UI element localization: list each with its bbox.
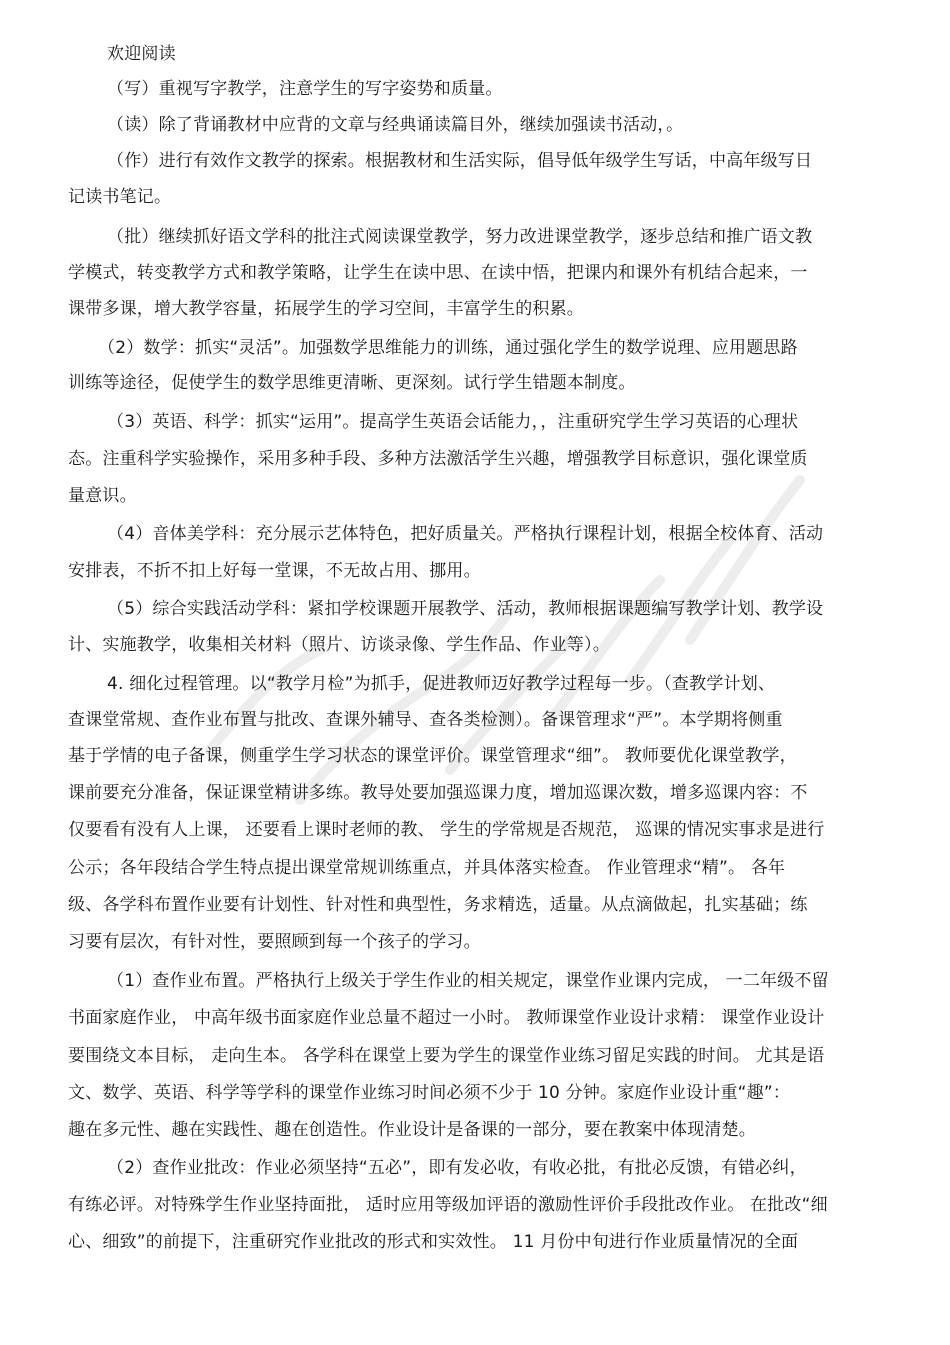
paragraph-line: （作）进行有效作文教学的探索。根据教材和生活实际，倡导低年级学生写话，中高年级写日 — [107, 151, 813, 171]
paragraph-line: （5）综合实践活动学科：紧扣学校课题开展教学、活动，教师根据课题编写教学计划、教学设 — [107, 599, 824, 619]
watermark — [190, 420, 830, 840]
paragraph-line: 习要有层次，有针对性，要照顾到每一个孩子的学习。 — [68, 932, 481, 952]
page-header: 欢迎阅读 — [107, 44, 176, 64]
paragraph-line: 学模式，转变教学方式和教学策略，让学生在读中思、在读中悟，把课内和课外有机结合起来，一 — [68, 263, 808, 283]
paragraph-line: （批）继续抓好语文学科的批注式阅读课堂教学，努力改进课堂教学，逐步总结和推广语文教 — [107, 227, 813, 247]
paragraph-line: （写）重视写字教学，注意学生的写字姿势和质量。 — [107, 79, 503, 99]
paragraph-line: 查课堂常规、查作业布置与批改、查课外辅导、查各类检测）。备课管理求“严”。本学期将侧重 — [68, 710, 783, 730]
paragraph-line: （2）查作业批改：作业必须坚持“五必”，即有发必收，有收必批，有批必反馈，有错必纠， — [107, 1158, 807, 1178]
paragraph-line: 课前要充分准备，保证课堂精讲多练。教导处要加强巡课力度，增加巡课次数，增多巡课内容：不 — [68, 783, 808, 803]
paragraph-line: 趣在多元性、趣在实践性、趣在创造性。作业设计是备课的一部分，要在教案中体现清楚。 — [68, 1120, 756, 1140]
paragraph-line: 态。注重科学实验操作，采用多种手段、多种方法激活学生兴趣，增强教学目标意识，强化课堂质 — [68, 449, 808, 469]
paragraph-line: 计、实施教学，收集相关材料（照片、访谈录像、学生作品、作业等）。 — [68, 635, 610, 655]
paragraph-line: 公示；各年段结合学生特点提出课堂常规训练重点，并具体落实检查。 作业管理求“精”。 各年 — [68, 858, 786, 878]
paragraph-line: 训练等途径，促使学生的数学思维更清晰、更深刻。试行学生错题本制度。 — [68, 373, 636, 393]
paragraph-line: 记读书笔记。 — [68, 187, 172, 207]
paragraph-line: 书面家庭作业， 中高年级书面家庭作业总量不超过一小时。 教师课堂作业设计求精： 课堂作业设计 — [68, 1008, 825, 1028]
paragraph-line: 级、各学科布置作业要有计划性、针对性和典型性，务求精选，适量。从点滴做起，扎实基础；练 — [68, 895, 808, 915]
paragraph-line: 课带多课，增大教学容量，拓展学生的学习空间，丰富学生的积累。 — [68, 299, 584, 319]
paragraph-line: （4）音体美学科：充分展示艺体特色，把好质量关。严格执行课程计划，根据全校体育、活动 — [107, 524, 824, 544]
paragraph-line: （1）查作业布置。严格执行上级关于学生作业的相关规定，课堂作业课内完成， 一二年级不留 — [107, 971, 829, 991]
paragraph-line: 安排表，不折不扣上好每一堂课，不无故占用、挪用。 — [68, 561, 481, 581]
paragraph-line: （3）英语、科学：抓实“运用”。提高学生英语会话能力，，注重研究学生学习英语的心理状 — [107, 412, 799, 432]
paragraph-line: 量意识。 — [68, 486, 137, 506]
paragraph-line: 心、细致”的前提下，注重研究作业批改的形式和实效性。 11 月份中旬进行作业质量情况的全面 — [68, 1232, 799, 1252]
paragraph-line: 4. 细化过程管理。以“教学月检”为抓手，促进教师迈好教学过程每一步。（查教学计划、 — [107, 674, 776, 694]
paragraph-line: （读）除了背诵教材中应背的文章与经典诵读篇目外，继续加强读书活动，。 — [107, 115, 684, 135]
paragraph-line: 仅要看有没有人上课， 还要看上课时老师的教、 学生的学常规是否规范， 巡课的情况实事求是进行 — [68, 820, 825, 840]
paragraph-line: 要围绕文本目标， 走向生本。 各学科在课堂上要为学生的课堂作业练习留足实践的时间。 尤其是语 — [68, 1046, 825, 1066]
paragraph-line: 有练必评。对特殊学生作业坚持面批， 适时应用等级加评语的激励性评价手段批改作业。 在批改“细 — [68, 1195, 828, 1215]
paragraph-line: （2）数学：抓实“灵活”。加强数学思维能力的训练，通过强化学生的数学说理、应用题思路 — [98, 338, 798, 358]
paragraph-line: 文、数学、英语、科学等学科的课堂作业练习时间必须不少于 10 分钟。家庭作业设计重“趣”： — [68, 1083, 791, 1103]
paragraph-line: 基于学情的电子备课，侧重学生学习状态的课堂评价。课堂管理求“细”。 教师要优化课堂教学， — [68, 746, 797, 766]
